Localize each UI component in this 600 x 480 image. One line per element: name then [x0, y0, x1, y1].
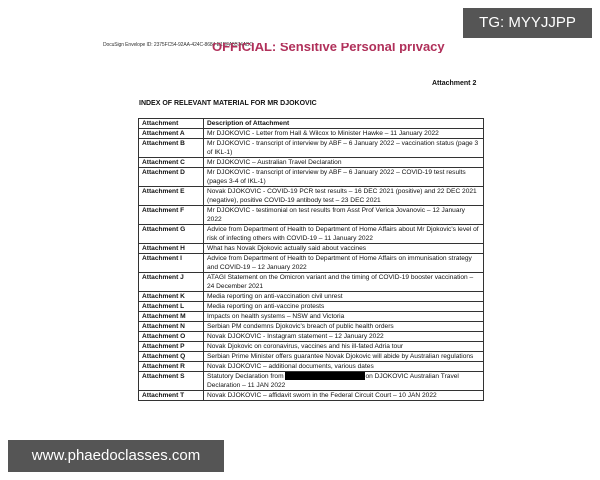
attachment-id-cell: Attachment I [139, 254, 204, 273]
tg-watermark-badge: TG: MYYJJPP [463, 8, 592, 38]
table-row [139, 352, 484, 362]
table-row [139, 244, 484, 254]
attachment-id-cell: Attachment J [139, 273, 204, 292]
attachment-id-cell: Attachment H [139, 244, 204, 254]
redaction-block [285, 372, 365, 380]
attachment-id-cell: Attachment N [139, 322, 204, 332]
description-after-redaction: on DJOKOVIC Australian Travel Declaration – 11 JAN 2022 [207, 373, 459, 389]
table-row [139, 312, 484, 322]
attachment-id-cell: Attachment E [139, 187, 204, 206]
attachment-description-cell: Advice from Department of Health to Department of Home Affairs on immunisation strategy and COVID-19 – 12 January 2022 [204, 254, 484, 273]
attachment-id-cell: Attachment F [139, 206, 204, 225]
attachment-id-cell: Attachment C [139, 158, 204, 168]
attachment-id-cell: Attachment R [139, 362, 204, 372]
classification-banner [212, 43, 445, 53]
website-watermark-badge: www.phaedoclasses.com [8, 440, 224, 472]
attachment-description-cell: Novak DJOKOVIC – affidavit sworn in the Federal Circuit Court – 10 JAN 2022 [204, 391, 484, 401]
table-row [139, 129, 484, 139]
attachment-id-cell: Attachment B [139, 139, 204, 158]
attachment-id-cell: Attachment O [139, 332, 204, 342]
attachment-description-cell: Novak DJOKOVIC - Instagram statement – 12 January 2022 [204, 332, 484, 342]
attachment-id-cell: Attachment G [139, 225, 204, 244]
attachment-description-cell: ATAGI Statement on the Omicron variant and the timing of COVID-19 booster vaccination – 24 December 2021 [204, 273, 484, 292]
attachment-index-table [138, 118, 484, 401]
table-row [139, 302, 484, 312]
attachment-id-cell: Attachment A [139, 129, 204, 139]
attachment-id-cell: Attachment P [139, 342, 204, 352]
table-row [139, 225, 484, 244]
classification-text: OFFICIAL: Sensitive Personal privacy [212, 43, 445, 53]
table-row [139, 372, 484, 391]
attachment-description-cell: Mr DJOKOVIC - transcript of interview by ABF – 6 January 2022 – COVID-19 test results (pages 3-4 of IKL-1) [204, 168, 484, 187]
attachment-id-cell: Attachment D [139, 168, 204, 187]
table-header-row [139, 119, 484, 129]
attachment-description-cell: Novak Djokovic on coronavirus, vaccines and his ill-fated Adria tour [204, 342, 484, 352]
attachment-description-cell: Serbian Prime Minister offers guarantee Novak Djokovic will abide by Australian regulations [204, 352, 484, 362]
index-title: INDEX OF RELEVANT MATERIAL FOR MR DJOKOVIC [139, 100, 317, 107]
attachment-description-cell: What has Novak Djokovic actually said about vaccines [204, 244, 484, 254]
table-row [139, 322, 484, 332]
attachment-description-cell: Media reporting on anti-vaccination civil unrest [204, 292, 484, 302]
column-header-description: Description of Attachment [204, 119, 484, 129]
attachment-description-cell [204, 372, 484, 391]
attachment-description-cell: Mr DJOKOVIC - testimonial on test results from Asst Prof Verica Jovanovic – 12 January 2022 [204, 206, 484, 225]
description-before-redaction: Statutory Declaration from [207, 373, 284, 380]
attachment-id-cell: Attachment L [139, 302, 204, 312]
table-row [139, 391, 484, 401]
attachment-description-cell: Novak DJOKOVIC – additional documents, various dates [204, 362, 484, 372]
attachment-description-cell: Advice from Department of Health to Department of Home Affairs about Mr Djokovic's level of risk of infecting others with COVID-19 – 11 January 2022 [204, 225, 484, 244]
table-row [139, 206, 484, 225]
table-body [139, 129, 484, 401]
attachment-description-cell: Mr DJOKOVIC - Letter from Hall & Wilcox to Minister Hawke – 11 January 2022 [204, 129, 484, 139]
table-row [139, 254, 484, 273]
attachment-id-cell: Attachment T [139, 391, 204, 401]
attachment-description-cell: Novak DJOKOVIC - COVID-19 PCR test results – 16 DEC 2021 (positive) and 22 DEC 2021 (negative), positive COVID-19 antibody test – 23 DEC 2021 [204, 187, 484, 206]
table-row [139, 158, 484, 168]
table-row [139, 168, 484, 187]
docusign-envelope-id: DocuSign Envelope ID: 2375FC54-92AA-424C-8684-E1DFA5574ABC [103, 42, 253, 48]
table-row [139, 292, 484, 302]
attachment-id-cell: Attachment M [139, 312, 204, 322]
table-row [139, 187, 484, 206]
table-row [139, 342, 484, 352]
table-row [139, 362, 484, 372]
attachment-id-cell: Attachment K [139, 292, 204, 302]
table-row [139, 332, 484, 342]
attachment-id-cell: Attachment S [139, 372, 204, 391]
attachment-description-cell: Media reporting on anti-vaccine protests [204, 302, 484, 312]
table-row [139, 139, 484, 158]
table-row [139, 273, 484, 292]
attachment-number: Attachment 2 [432, 80, 477, 87]
attachment-description-cell: Serbian PM condemns Djokovic's breach of public health orders [204, 322, 484, 332]
attachment-description-cell: Mr DJOKOVIC – Australian Travel Declaration [204, 158, 484, 168]
attachment-description-cell: Impacts on health systems – NSW and Victoria [204, 312, 484, 322]
attachment-id-cell: Attachment Q [139, 352, 204, 362]
column-header-attachment: Attachment [139, 119, 204, 129]
attachment-description-cell: Mr DJOKOVIC - transcript of interview by ABF – 6 January 2022 – vaccination status (page 3 of IKL-1) [204, 139, 484, 158]
